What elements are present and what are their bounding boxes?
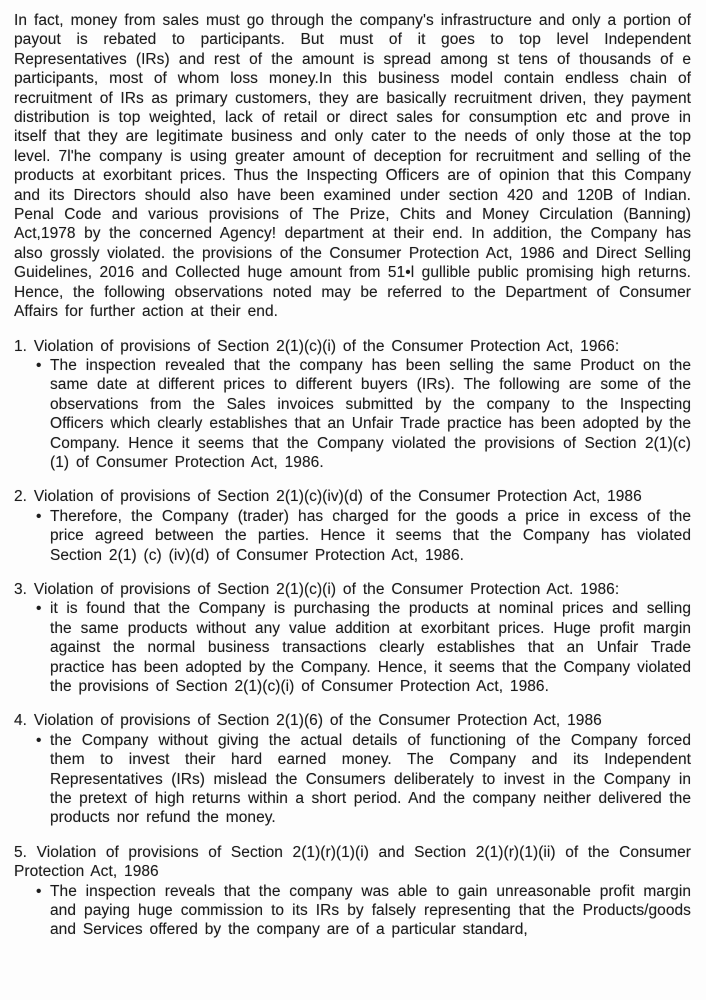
violation-2-bullet-item [14,507,691,565]
violation-section-2 [14,487,691,565]
violation-4-bullet-item [14,731,691,828]
violation-3-heading: 3. Violation of provisions of Section 2(1)(c)(i) of the Consumer Protection Act. 1986: [14,580,620,598]
violation-5-bullet-item [14,882,691,940]
violation-2-bullet-text: Therefore, the Company (trader) has charged for the goods a price in excess of the price agreed between the parties. Hence it seems that the Company has violated Section 2(1) (c) (iv)(d) of Consumer Protection Act, 1986. [50,507,691,564]
violation-5-heading: 5. Violation of provisions of Section 2(1)(r)(1)(i) and Section 2(1)(r)(1)(ii) of the Consumer Protection Act, 1986 [14,843,691,881]
bullet-icon: • [36,356,42,374]
bullet-icon: • [36,507,42,525]
violation-3-bullet-text: it is found that the Company is purchasing the products at nominal prices and selling the same products without any value addition at exorbitant prices. Huge profit margin against the normal business transactions clearly establishes that an Unfair Trade practice has been adopted by the Company. Hence, it seems that the Company violated the provisions of Section 2(1)(c)(i) of Consumer Protection Act, 1986. [50,600,691,695]
violation-section-1 [14,337,691,473]
intro-paragraph: In fact, money from sales must go through the company's infrastructure and only a portion of payout is rebated to participants. But must of it goes to top level Independent Representatives (IRs) and rest of the amount is spread among st tens of thousands of e participants, most of whom loss money.In this business model contain endless chain of recruitment of IRs as primary customers, they are basically recruitment driven, they payment distribution is top weighted, lack of retail or direct sales for consumption etc and prove in itself that they are legitimate business and only cater to the needs of only those at the top level. 7l'he company is using greater amount of deception for recruitment and selling of the products at exorbitant prices. Thus the Inspecting Officers are of opinion that this Company and its Directors should also have been examined under section 420 and 120B of Indian. Penal Code and various provisions of The Prize, Chits and Money Circulation (Banning) Act,1978 by the concerned Agency! department at their end. In addition, the Company has also grossly violated. the provisions of the Consumer Protection Act, 1986 and Direct Selling Guidelines, 2016 and Collected huge amount from 51•l gullible public promising high returns. Hence, the following observations noted may be referred to the Department of Consumer Affairs for further action at their end. [14,12,691,321]
violation-1-heading: 1. Violation of provisions of Section 2(1)(c)(i) of the Consumer Protection Act, 1966: [14,337,620,355]
bullet-icon: • [36,731,42,749]
bullet-icon: • [36,882,42,900]
violation-section-3 [14,580,691,696]
bullet-icon: • [36,600,42,618]
violation-2-heading: 2. Violation of provisions of Section 2(1)(c)(iv)(d) of the Consumer Protection Act, 1986 [14,488,642,506]
violation-3-bullet-item [14,599,691,696]
violation-1-bullet-item [14,356,691,472]
violation-1-bullet-text: The inspection revealed that the company has been selling the same Product on the same date at different prices to different buyers (IRs). The following are some of the observations from the Sales invoices submitted by the company to the Inspecting Officers which clearly establishes that an Unfair Trade practice has been adopted by the Company. Hence it seems that the Company violated the provisions of Section 2(1)(c)(1) of Consumer Protection Act, 1986. [50,356,691,471]
violation-section-4 [14,711,691,827]
violation-4-bullet-text: the Company without giving the actual details of functioning of the Company forced them to invest their hard earned money. The Company and its Independent Representatives (IRs) mislead the Consumers deliberately to invest in the Company in the pretext of high returns within a short period. And the company neither delivered the products nor refund the money. [50,731,691,827]
violation-section-5 [14,843,691,940]
violation-5-bullet-text: The inspection reveals that the company was able to gain unreasonable profit margin and paying huge commission to its IRs by falsely representing that the Products/goods and Services offered by the company are of a particular standard, [50,882,691,939]
violation-4-heading: 4. Violation of provisions of Section 2(1)(6) of the Consumer Protection Act, 1986 [14,712,602,730]
